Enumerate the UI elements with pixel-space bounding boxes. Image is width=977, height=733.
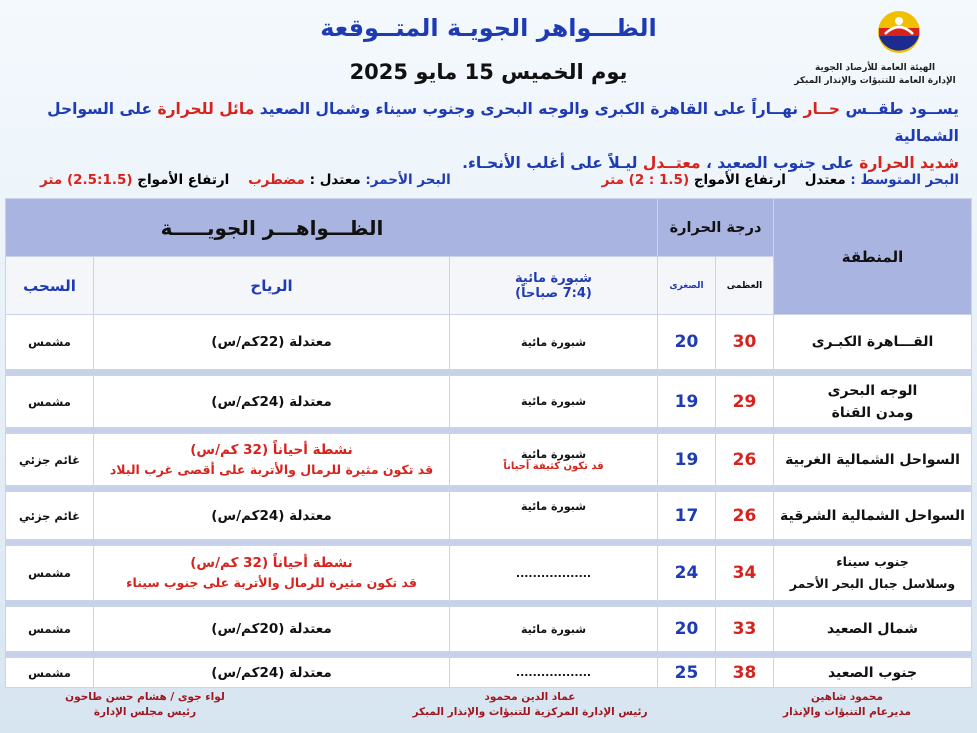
red-sea-label: البحر الأحمر: — [365, 172, 451, 188]
organization-name — [785, 62, 965, 88]
med-state: معتدل — [804, 172, 846, 188]
max-temp-cell: 38 — [716, 658, 774, 688]
max-temp-header: العظمى — [716, 257, 774, 315]
med-label: البحر المتوسط : — [850, 172, 959, 188]
max-temp-cell: 33 — [716, 607, 774, 652]
table-row — [6, 607, 972, 652]
wind-cell: معتدلة (24كم/س) — [94, 658, 450, 688]
red-waves: (2.5:1.5) متر — [40, 172, 133, 188]
cloud-cell: غائم جزئي — [6, 492, 94, 540]
red-waves-label: ارتفاع الأمواج — [137, 172, 230, 188]
signature-center — [380, 690, 680, 720]
red-sea-state — [40, 172, 451, 188]
fog-cell: شبورة مائية — [450, 492, 658, 540]
cloud-cell: مشمس — [6, 376, 94, 428]
wind-cell — [94, 434, 450, 486]
desc-highlight: حــار — [803, 100, 841, 118]
cloud-cell: مشمس — [6, 546, 94, 601]
region-line-2: ومدن القناة — [831, 404, 914, 421]
fog-header-time: (7:4 صباحاً) — [515, 285, 592, 301]
cloud-cell: مشمس — [6, 607, 94, 652]
table-row — [6, 376, 972, 428]
wind-note: قد تكون مثيرة للرمال والأتربة على جنوب سيناء — [126, 575, 417, 590]
max-temp-cell: 30 — [716, 315, 774, 370]
min-temp-cell: 20 — [658, 315, 716, 370]
min-temp-header: الصغرى — [658, 257, 716, 315]
signatory-name: محمود شاهين — [810, 691, 884, 703]
max-temp-cell: 34 — [716, 546, 774, 601]
temperature-header: درجة الحرارة — [658, 199, 774, 257]
fog-cell: شبورة مائية — [450, 315, 658, 370]
region-cell: السواحل الشمالية الغربية — [774, 434, 972, 486]
wind-value: نشطة أحياناً (32 كم/س) — [190, 555, 353, 571]
wind-cell: معتدلة (24كم/س) — [94, 376, 450, 428]
desc-part: ليـلاً على أغلب الأنحـاء. — [462, 154, 638, 172]
fog-header-label: شبورة مائية — [515, 270, 592, 286]
org-line-2: الإدارة العامة للتنبؤات والإنذار المبكر — [794, 76, 956, 86]
wind-cell: معتدلة (20كم/س) — [94, 607, 450, 652]
forecast-table — [5, 198, 972, 688]
med-waves: (1.5 : 2) متر — [601, 172, 690, 188]
signatory-title: مديرعام التنبؤات والإنذار — [783, 706, 911, 718]
wind-cell — [94, 546, 450, 601]
region-cell — [774, 376, 972, 428]
region-line-1: جنوب سيناء — [836, 554, 909, 569]
region-cell: جنوب الصعيد — [774, 658, 972, 688]
fog-header — [450, 257, 658, 315]
phenomena-header: الظـــواهـــر الجويـــــة — [6, 199, 658, 257]
table-row — [6, 658, 972, 688]
min-temp-cell: 24 — [658, 546, 716, 601]
wind-value: نشطة أحياناً (32 كم/س) — [190, 441, 353, 458]
region-cell — [774, 546, 972, 601]
max-temp-cell: 29 — [716, 376, 774, 428]
desc-part: على السواحل الشمالية — [47, 100, 959, 145]
fog-value: شبورة مائية — [520, 447, 587, 461]
table-row — [6, 434, 972, 486]
signatory-title: رئيس الإدارة المركزية للتنبؤات والإنذار المبكر — [412, 706, 648, 718]
wind-header: الرياح — [94, 257, 450, 315]
signature-left — [40, 690, 250, 720]
mediterranean-sea-state — [602, 172, 959, 188]
org-line-1: الهيئة العامة للأرصاد الجوية — [814, 63, 936, 73]
signatory-name: لواء جوى / هشام حسن طاحون — [65, 691, 225, 703]
fog-cell — [450, 434, 658, 486]
cloud-cell: مشمس — [6, 658, 94, 688]
fog-cell: شبورة مائية — [450, 607, 658, 652]
region-line-1: الوجه البحرى — [827, 382, 918, 399]
fog-cell: .................. — [450, 658, 658, 688]
region-cell: القـــاهرة الكبـرى — [774, 315, 972, 370]
min-temp-cell: 25 — [658, 658, 716, 688]
cloud-cell: غائم جزئي — [6, 434, 94, 486]
forecast-date: يوم الخميس 15 مايو 2025 — [349, 60, 628, 84]
desc-part: يســود طقــس — [845, 100, 959, 118]
desc-part: نهــاراً على القاهرة الكبرى والوجه البحرى وجنوب سيناء وشمال الصعيد — [259, 100, 799, 118]
min-temp-cell: 19 — [658, 434, 716, 486]
min-temp-cell: 17 — [658, 492, 716, 540]
table-row — [6, 492, 972, 540]
fog-note: قد تكون كثيفة أحياناً — [503, 460, 604, 472]
table-row — [6, 546, 972, 601]
region-line-2: وسلاسل جبال البحر الأحمر — [789, 576, 956, 591]
signatory-name: عماد الدين محمود — [484, 691, 576, 703]
min-temp-cell: 19 — [658, 376, 716, 428]
desc-highlight: معتــدل — [642, 154, 701, 172]
red-sea-state-1: معتدل : — [309, 172, 361, 188]
desc-part: على جنوب الصعيد ، — [705, 154, 854, 172]
signatory-title: رئيس مجلس الإدارة — [93, 706, 197, 718]
fog-cell: .................. — [450, 546, 658, 601]
cloud-header: السحب — [6, 257, 94, 315]
region-cell: السواحل الشمالية الشرقية — [774, 492, 972, 540]
wind-cell: معتدلة (24كم/س) — [94, 492, 450, 540]
region-cell: شمال الصعيد — [774, 607, 972, 652]
page-title: الظـــواهر الجويـة المتــوقعة — [320, 14, 657, 42]
min-temp-cell: 20 — [658, 607, 716, 652]
wind-cell: معتدلة (22كم/س) — [94, 315, 450, 370]
region-header: المنطقة — [774, 199, 972, 315]
desc-highlight: شديد الحرارة — [859, 154, 959, 172]
weather-description — [14, 96, 959, 177]
wind-note: قد تكون مثيرة للرمال والأتربة على أقصى غرب البلاد — [109, 461, 434, 477]
table-row — [6, 315, 972, 370]
ema-logo-icon — [877, 10, 921, 54]
max-temp-cell: 26 — [716, 434, 774, 486]
cloud-cell: مشمس — [6, 315, 94, 370]
desc-highlight: مائل للحرارة — [157, 100, 255, 118]
signature-right — [747, 690, 947, 720]
red-sea-state-2: مضطرب — [248, 172, 305, 188]
med-waves-label: ارتفاع الأمواج — [693, 172, 786, 188]
max-temp-cell: 26 — [716, 492, 774, 540]
fog-cell: شبورة مائية — [450, 376, 658, 428]
